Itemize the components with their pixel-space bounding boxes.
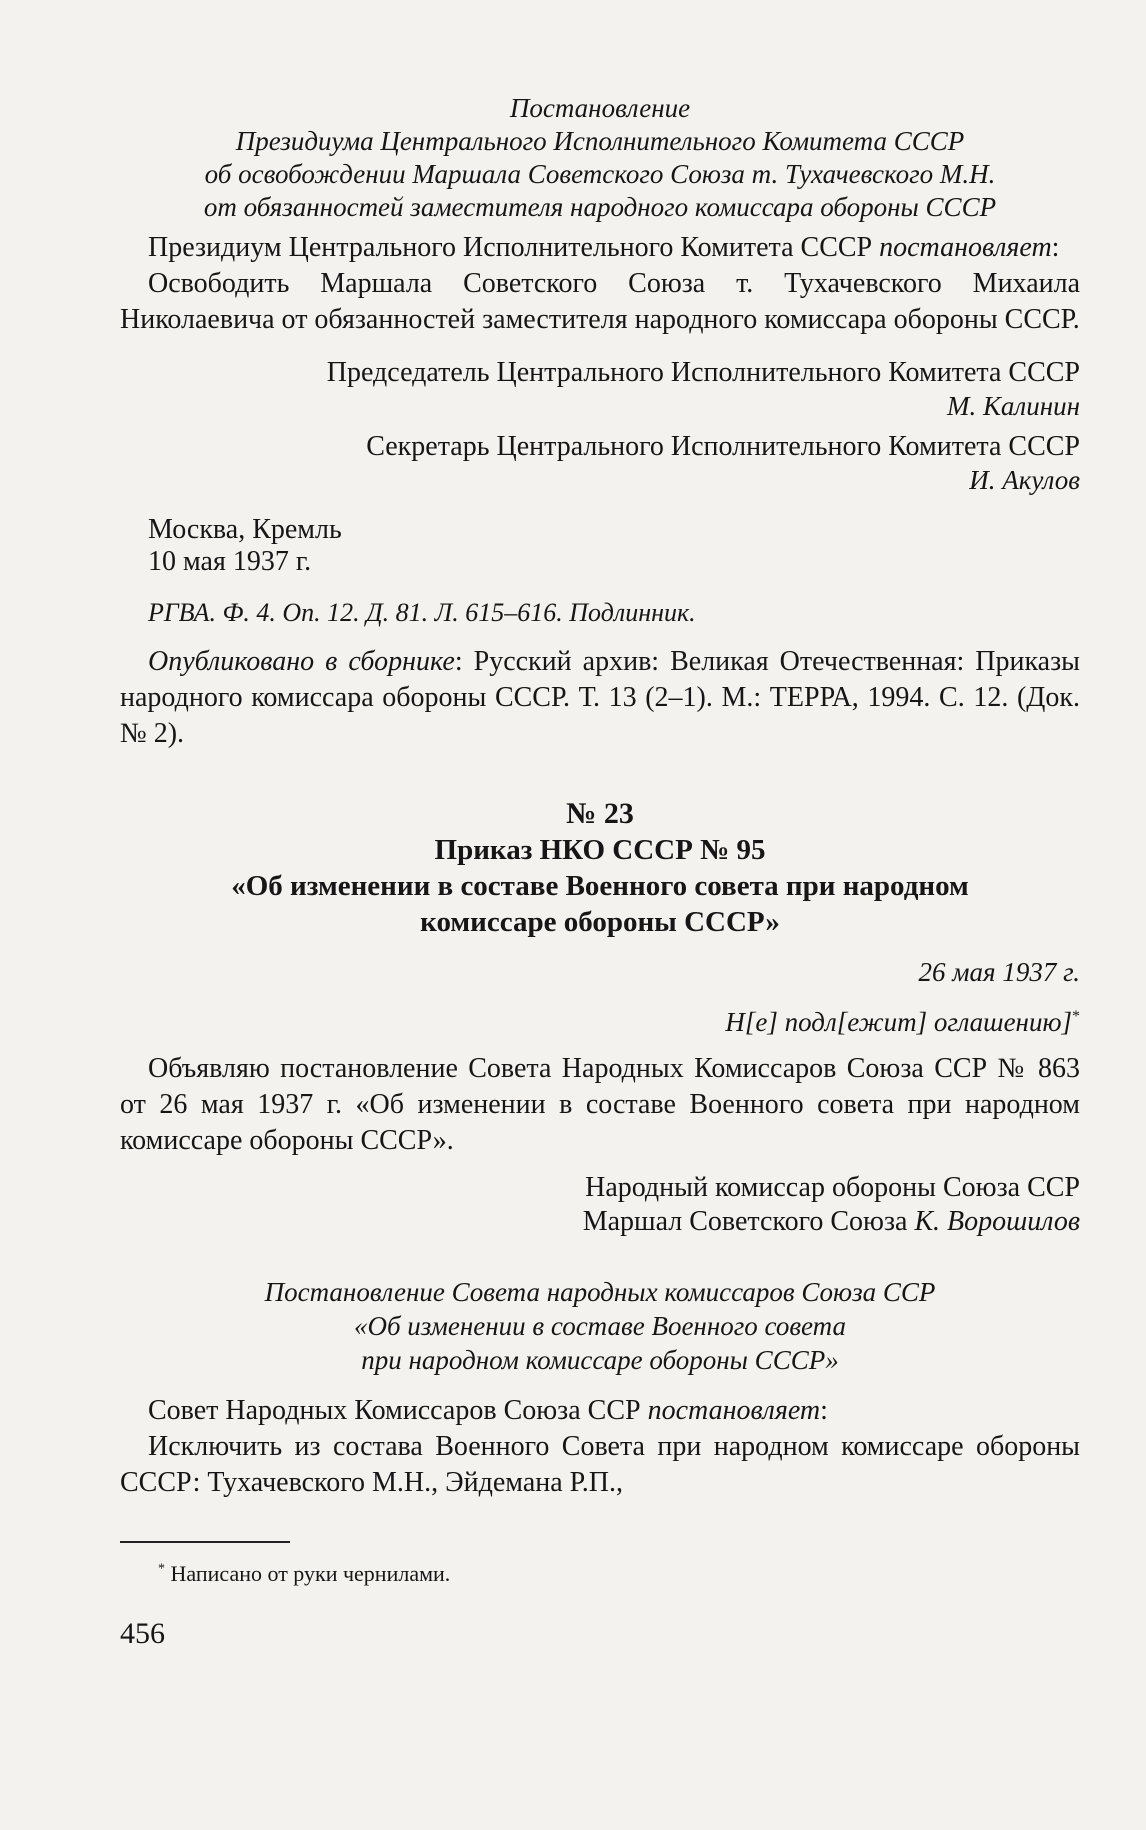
order-title-line: «Об изменении в составе Военного совета при народном	[231, 870, 969, 902]
intro-text: Президиум Центрального Исполнительного Комитета СССР	[148, 232, 880, 263]
heading-line: об освобождении Маршала Советского Союза т. Тухачевского М.Н.	[204, 159, 996, 189]
document-number: № 23	[566, 797, 634, 830]
commissar-title: Народный комиссар обороны Союза ССР	[585, 1172, 1080, 1203]
heading-line: при народном комиссаре обороны СССР»	[361, 1345, 839, 1375]
heading-line: от обязанностей заместителя народного комиссара обороны СССР	[203, 192, 997, 222]
heading-line: «Об изменении в составе Военного совета	[353, 1311, 846, 1341]
commissar-signature	[120, 1205, 1080, 1239]
footnote-divider	[120, 1541, 290, 1543]
resolution-intro	[120, 230, 1080, 266]
footnote-mark: *	[1072, 1008, 1080, 1025]
chair-name: М. Калинин	[947, 391, 1080, 421]
footnote	[120, 1561, 1080, 1587]
resolution-heading	[120, 92, 1080, 224]
chair-title: Председатель Центрального Исполнительного Комитета СССР	[326, 357, 1080, 388]
intro-text: Совет Народных Комиссаров Союза ССР	[148, 1395, 648, 1426]
date: 10 мая 1937 г.	[148, 546, 312, 577]
document-page	[120, 92, 1080, 1651]
order-title-line: Приказ НКО СССР № 95	[434, 834, 766, 866]
decree-heading	[120, 1275, 1080, 1377]
page-number: 456	[120, 1617, 165, 1650]
place: Москва, Кремль	[148, 514, 342, 545]
heading-line: Постановление	[509, 93, 691, 123]
resolution-body: Освободить Маршала Советского Союза т. Тухачевского Михаила Николаевича от обязанностей заместителя народного комиссара обороны СССР.	[120, 268, 1080, 335]
commissar-name: К. Ворошилов	[914, 1206, 1080, 1237]
order-note	[120, 1000, 1080, 1039]
intro-verb: постановляет	[879, 232, 1052, 263]
heading-line: Постановление Совета народных комиссаров Союза ССР	[264, 1277, 936, 1307]
published-text: : Русский архив: Великая Отечественная: Приказы народного комиссара обороны СССР. Т. 13 (2–1). М.: ТЕРРА, 1994. С. 12. (Док. № 2).	[120, 646, 1080, 749]
footnote-text: Написано от руки чернилами.	[165, 1561, 451, 1586]
secretary-name: И. Акулов	[969, 465, 1080, 495]
commissar-rank: Маршал Советского Союза	[582, 1206, 915, 1237]
order-body: Объявляю постановление Совета Народных Комиссаров Союза ССР № 863 от 26 мая 1937 г. «Об изменении в составе Военного совета при народном комиссаре обороны СССР».	[120, 1053, 1080, 1156]
note-text: Н[е] подл[ежит] оглашению]	[725, 1007, 1072, 1037]
archive-reference: РГВА. Ф. 4. Оп. 12. Д. 81. Л. 615–616. Подлинник.	[148, 598, 696, 627]
order-title-line: комиссаре обороны СССР»	[420, 906, 780, 938]
decree-intro	[120, 1393, 1080, 1429]
heading-line: Президиума Центрального Исполнительного Комитета СССР	[235, 126, 965, 156]
published-reference	[120, 644, 1080, 752]
published-label: Опубликовано в сборнике	[148, 646, 455, 677]
intro-colon: :	[1051, 232, 1060, 263]
order-date: 26 мая 1937 г.	[918, 957, 1080, 987]
secretary-title: Секретарь Центрального Исполнительного Комитета СССР	[366, 431, 1080, 462]
decree-body: Исключить из состава Военного Совета при народном комиссаре обороны СССР: Тухачевского М.Н., Эйдемана Р.П.,	[120, 1431, 1080, 1498]
intro-colon: :	[820, 1395, 828, 1426]
footnote-mark: *	[158, 1561, 165, 1577]
intro-verb: постановляет	[647, 1395, 821, 1426]
